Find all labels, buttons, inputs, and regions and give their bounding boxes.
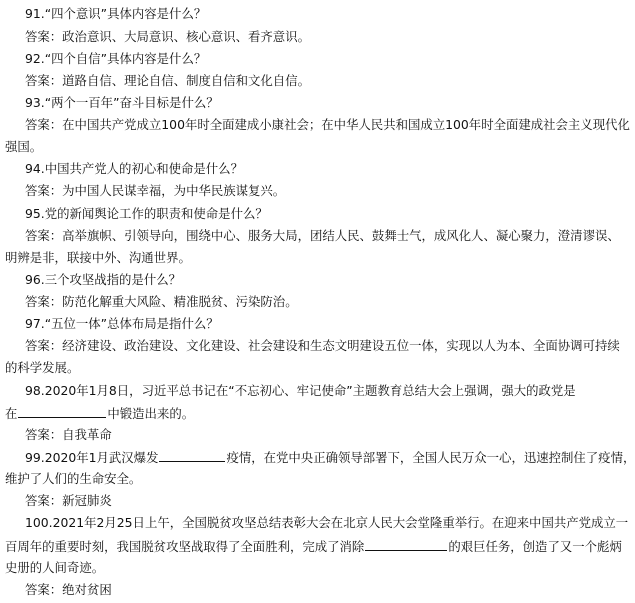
- question-99-prefix: 99.2020年1月武汉爆发: [25, 450, 159, 465]
- answer-94: 答案：为中国人民谋幸福，为中华民族谋复兴。: [25, 183, 286, 198]
- answer-95-line-1: 答案：高举旗帜、引领导向，围绕中心、服务大局，团结人民、鼓舞士气，成风化人、凝心聚力，澄清谬误、: [25, 228, 620, 243]
- question-99-suffix: 疫情，在党中央正确领导部署下，全国人民万众一心，迅速控制住了疫情，: [226, 450, 635, 465]
- question-96: 96.三个攻坚战指的是什么？: [25, 272, 182, 287]
- answer-96: 答案：防范化解重大风险、精准脱贫、污染防治。: [25, 294, 298, 309]
- question-98-suffix: 中锻造出来的。: [107, 406, 195, 421]
- question-98-line-2: [5, 405, 594, 421]
- question-100-prefix: 百周年的重要时刻，我国脱贫攻坚战取得了全面胜利，完成了消除: [5, 539, 365, 554]
- question-98-prefix: 在: [5, 406, 18, 421]
- question-100-suffix: 的艰巨任务，创造了又一个彪炳: [448, 539, 622, 554]
- question-97: 97.“五位一体”总体布局是指什么？: [25, 316, 219, 331]
- question-100-line-2: [5, 538, 622, 554]
- answer-91: 答案：政治意识、大局意识、核心意识、看齐意识。: [25, 29, 310, 44]
- fill-in-blank: [159, 449, 225, 462]
- question-100-line-1: 100.2021年2月25日上午，全国脱贫攻坚总结表彰大会在北京人民大会堂隆重举行。在迎来中国共产党成立一: [25, 515, 629, 530]
- question-95: 95.党的新闻舆论工作的职责和使命是什么？: [25, 206, 268, 221]
- fill-in-blank: [18, 405, 106, 418]
- question-92: 92.“四个自信”具体内容是什么？: [25, 51, 207, 66]
- question-99-line-1: [25, 449, 635, 465]
- fill-in-blank: [365, 538, 447, 551]
- answer-92: 答案：道路自信、理论自信、制度自信和文化自信。: [25, 73, 310, 88]
- question-93: 93.“两个一百年”奋斗目标是什么？: [25, 95, 219, 110]
- question-100-line-3: 史册的人间奇迹。: [5, 560, 105, 575]
- answer-98: 答案：自我革命: [25, 427, 112, 442]
- answer-97-line-2: 的科学发展。: [5, 360, 80, 375]
- answer-93-line-2: 强国。: [5, 139, 43, 154]
- question-99-line-2: 维护了人们的生命安全。: [5, 471, 142, 486]
- answer-95-line-2: 明辨是非，联接中外、沟通世界。: [5, 250, 191, 265]
- answer-100: 答案：绝对贫困: [25, 582, 112, 597]
- question-91: 91.“四个意识”具体内容是什么？: [25, 6, 207, 21]
- answer-99: 答案：新冠肺炎: [25, 493, 112, 508]
- question-94: 94.中国共产党人的初心和使命是什么？: [25, 161, 243, 176]
- answer-93-line-1: 答案：在中国共产党成立100年时全面建成小康社会；在中华人民共和国成立100年时全面建成社会主义现代化: [25, 117, 630, 132]
- answer-97-line-1: 答案：经济建设、政治建设、文化建设、社会建设和生态文明建设五位一体，实现以人为本、全面协调可持续: [25, 338, 620, 353]
- question-98-line-1: 98.2020年1月8日，习近平总书记在“不忘初心、牢记使命”主题教育总结大会上强调，强大的政党是: [25, 383, 576, 398]
